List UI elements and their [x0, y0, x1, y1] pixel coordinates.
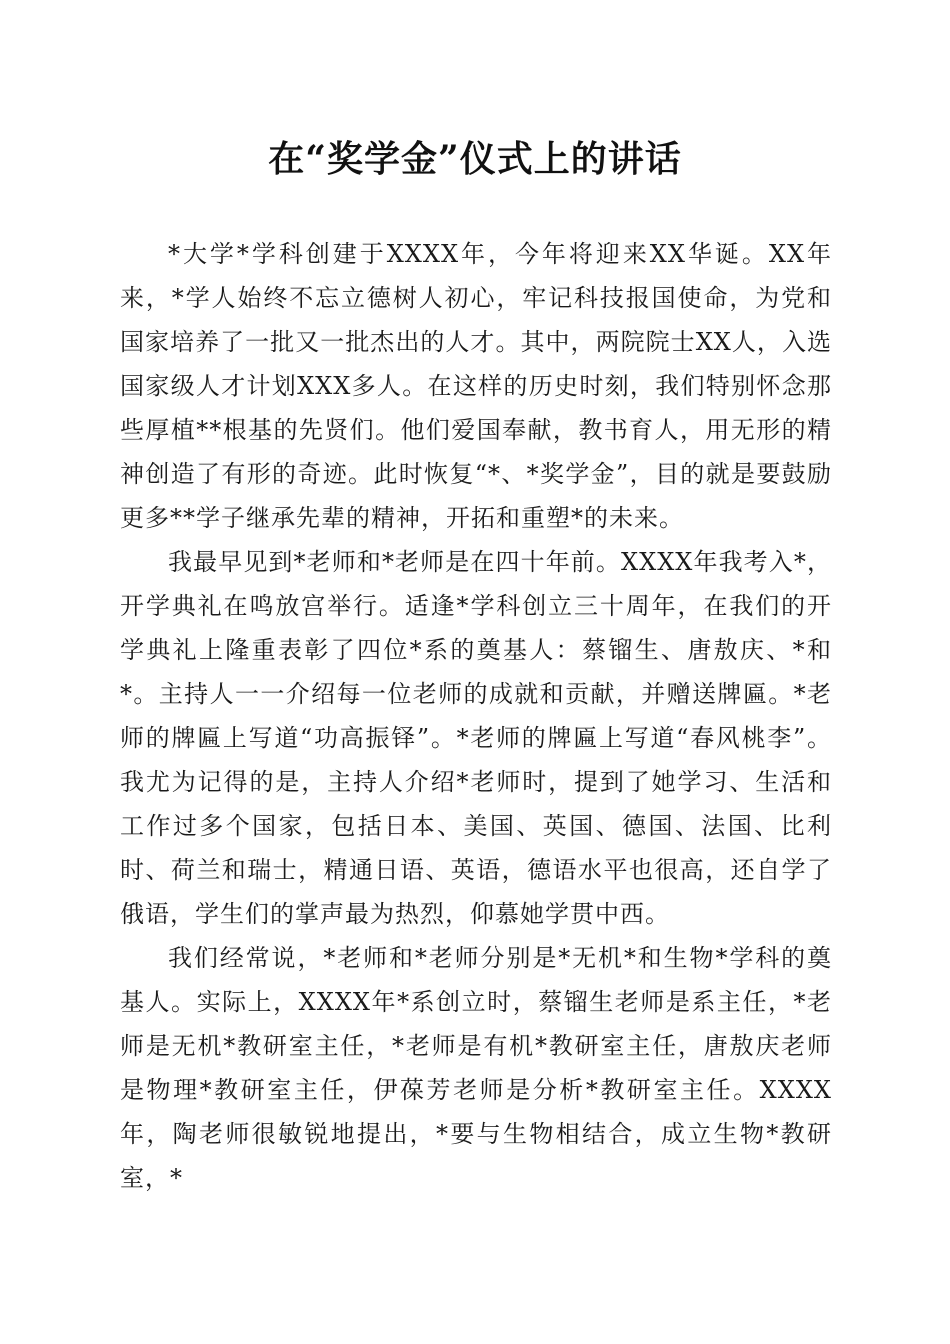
paragraph-2: 我最早见到*老师和*老师是在四十年前。XXXX年我考入*，开学典礼在鸣放宫举行。适逢*学科创立三十周年，在我们的开学典礼上隆重表彰了四位*系的奠基人：蔡镏生、唐敖庆、*和*。主持人一一介绍每一位老师的成就和贡献，并赠送牌匾。*老师的牌匾上写道“功高振铎”。*老师的牌匾上写道“春风桃李”。我尤为记得的是，主持人介绍*老师时，提到了她学习、生活和工作过多个国家，包括日本、美国、英国、德国、法国、比利时、荷兰和瑞士，精通日语、英语，德语水平也很高，还自学了俄语，学生们的掌声最为热烈，仰慕她学贯中西。: [120, 548, 832, 928]
page-title: 在“奖学金”仪式上的讲话: [268, 138, 682, 180]
document-body: [120, 232, 832, 1200]
paragraph-1: *大学*学科创建于XXXX年，今年将迎来XX华诞。XX年来，*学人始终不忘立德树人初心，牢记科技报国使命，为党和国家培养了一批又一批杰出的人才。其中，两院院士XX人，入选国家级人才计划XXX多人。在这样的历史时刻，我们特别怀念那些厚植**根基的先贤们。他们爱国奉献，教书育人，用无形的精神创造了有形的奇迹。此时恢复“*、*奖学金”，目的就是要鼓励更多**学子继承先辈的精神，开拓和重塑*的未来。: [120, 240, 832, 532]
paragraph-3: 我们经常说，*老师和*老师分别是*无机*和生物*学科的奠基人。实际上，XXXX年*系创立时，蔡镏生老师是系主任，*老师是无机*教研室主任，*老师是有机*教研室主任，唐敖庆老师是物理*教研室主任，伊葆芳老师是分析*教研室主任。XXXX年，陶老师很敏锐地提出，*要与生物相结合，成立生物*教研室，*: [120, 944, 832, 1192]
